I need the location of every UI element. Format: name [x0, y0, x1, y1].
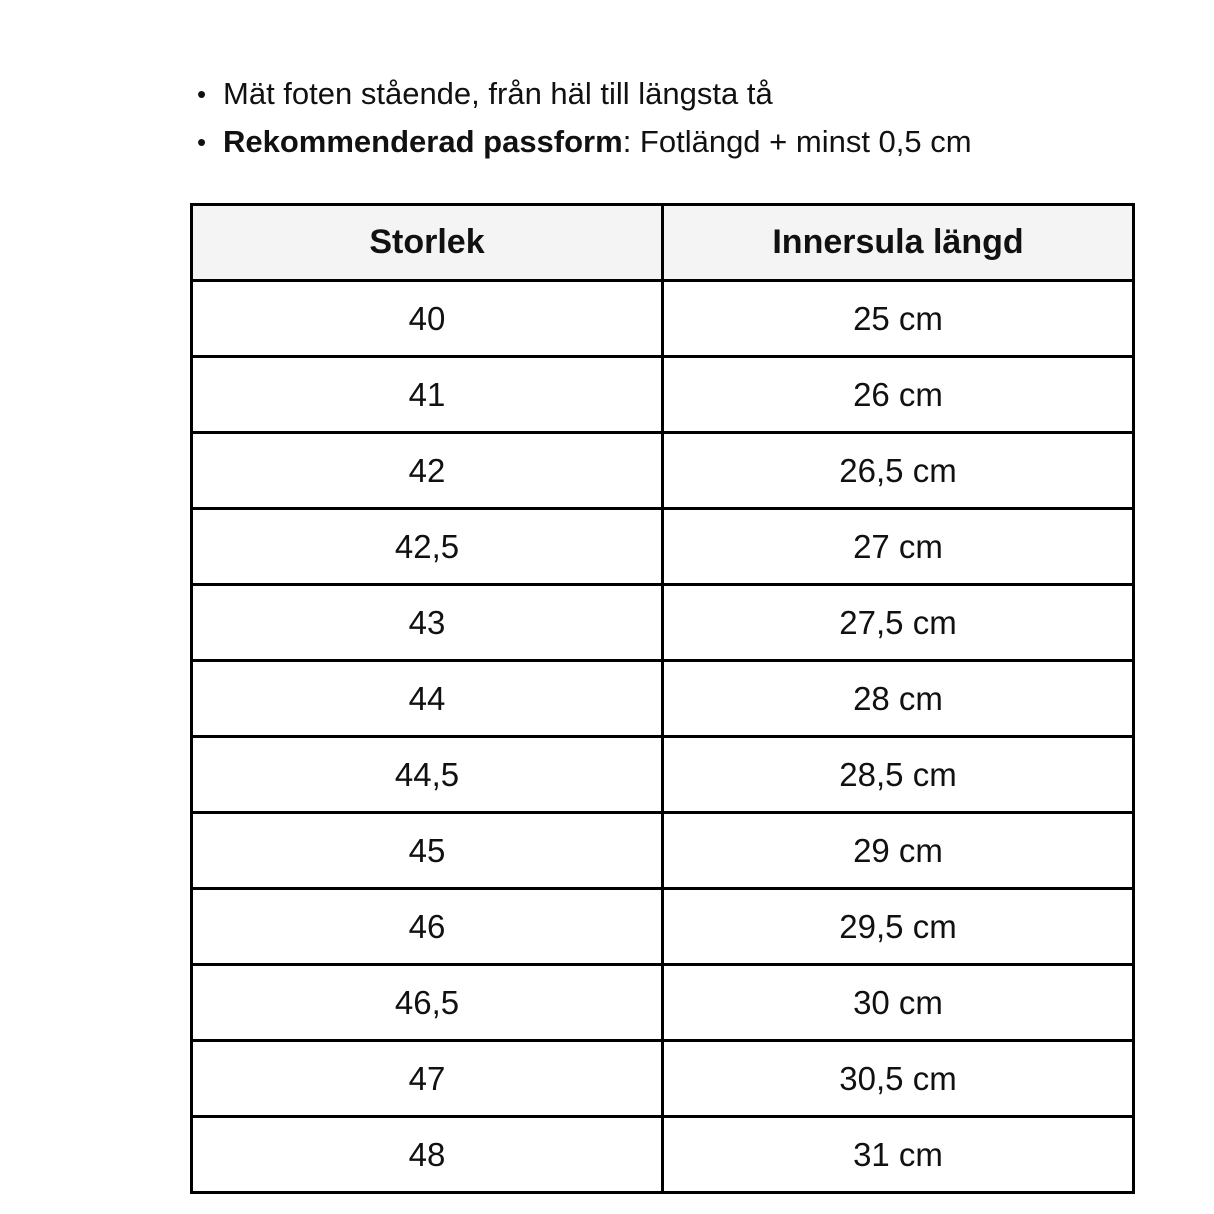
insole-length-cell: 27 cm	[663, 509, 1134, 585]
insole-length-cell: 30,5 cm	[663, 1041, 1134, 1117]
insole-length-cell: 28 cm	[663, 661, 1134, 737]
size-cell: 44,5	[192, 737, 663, 813]
insole-length-cell: 28,5 cm	[663, 737, 1134, 813]
table-row	[192, 965, 1134, 1041]
column-header-storlek: Storlek	[192, 205, 663, 281]
size-cell: 46	[192, 889, 663, 965]
insole-length-cell: 25 cm	[663, 281, 1134, 357]
size-table-head	[192, 205, 1134, 281]
size-cell: 42,5	[192, 509, 663, 585]
table-row	[192, 433, 1134, 509]
table-row	[192, 509, 1134, 585]
insole-length-cell: 30 cm	[663, 965, 1134, 1041]
table-row	[192, 737, 1134, 813]
size-cell: 46,5	[192, 965, 663, 1041]
column-header-innersula-langd: Innersula längd	[663, 205, 1134, 281]
note-fit-label: Rekommenderad passform	[223, 124, 623, 159]
note-recommended-fit	[197, 118, 972, 166]
insole-length-cell: 31 cm	[663, 1117, 1134, 1193]
size-cell: 48	[192, 1117, 663, 1193]
insole-length-cell: 29,5 cm	[663, 889, 1134, 965]
size-table-body	[192, 281, 1134, 1193]
table-row	[192, 1117, 1134, 1193]
size-cell: 43	[192, 585, 663, 661]
table-row	[192, 1041, 1134, 1117]
note-fit-text: : Fotlängd + minst 0,5 cm	[622, 124, 972, 159]
table-row	[192, 585, 1134, 661]
header-row	[192, 205, 1134, 281]
size-cell: 42	[192, 433, 663, 509]
size-cell: 45	[192, 813, 663, 889]
table-row	[192, 661, 1134, 737]
size-cell: 41	[192, 357, 663, 433]
table-row	[192, 357, 1134, 433]
note-measure-text: Mät foten stående, från häl till längsta tå	[223, 76, 773, 111]
notes-list	[197, 70, 972, 166]
size-cell: 47	[192, 1041, 663, 1117]
table-row	[192, 889, 1134, 965]
insole-length-cell: 27,5 cm	[663, 585, 1134, 661]
table-row	[192, 281, 1134, 357]
insole-length-cell: 26,5 cm	[663, 433, 1134, 509]
size-cell: 44	[192, 661, 663, 737]
size-cell: 40	[192, 281, 663, 357]
note-measure-foot	[197, 70, 972, 118]
size-table	[190, 203, 1135, 1194]
table-row	[192, 813, 1134, 889]
insole-length-cell: 29 cm	[663, 813, 1134, 889]
insole-length-cell: 26 cm	[663, 357, 1134, 433]
